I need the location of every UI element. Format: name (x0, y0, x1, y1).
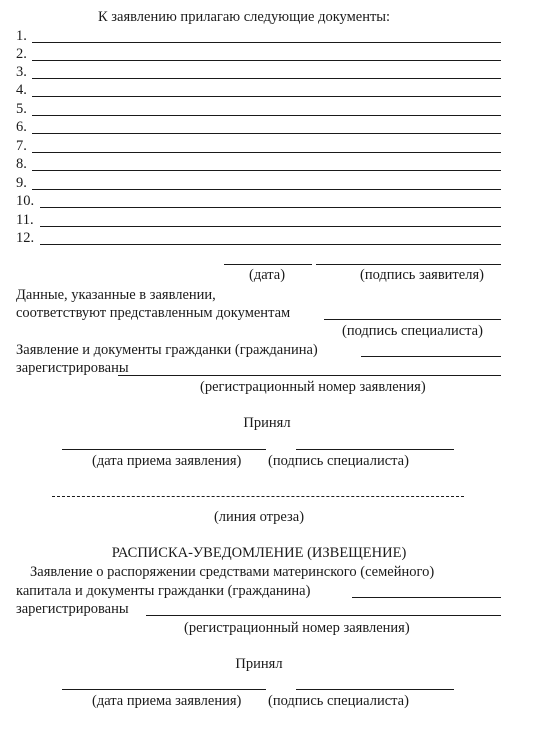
attachment-line[interactable] (32, 42, 501, 43)
receipt-citizen-name-field[interactable] (352, 597, 501, 598)
attachment-number: 12. (16, 230, 35, 246)
attachment-line[interactable] (40, 207, 501, 208)
attachment-number: 1. (16, 28, 27, 44)
attachment-line[interactable] (32, 152, 501, 153)
attachment-number: 8. (16, 156, 27, 172)
acceptance-signature-caption: (подпись специалиста) (268, 453, 409, 469)
attachment-number: 2. (16, 46, 27, 62)
citizen-name-field[interactable] (361, 356, 501, 357)
registration-number-field[interactable] (118, 375, 501, 376)
attachment-line[interactable] (40, 226, 501, 227)
receipt-acceptance-date-caption: (дата приема заявления) (92, 693, 242, 709)
attachment-number: 10. (16, 193, 35, 209)
registration-text: Заявление и документы гражданки (гражданина) (16, 342, 318, 358)
verification-text: Данные, указанные в заявлении, (16, 287, 216, 303)
attachments-heading: К заявлению прилагаю следующие документы: (98, 9, 391, 25)
acceptance-date-caption: (дата приема заявления) (92, 453, 242, 469)
verification-text: соответствуют представленным документам (16, 305, 291, 321)
attachment-line[interactable] (32, 170, 501, 171)
attachment-line[interactable] (32, 96, 501, 97)
attachment-number: 9. (16, 175, 27, 191)
attachment-number: 11. (16, 212, 34, 228)
attachment-number: 3. (16, 64, 27, 80)
attachment-line[interactable] (32, 60, 501, 61)
specialist-signature-caption: (подпись специалиста) (342, 323, 483, 339)
acceptance-date-field[interactable] (62, 449, 266, 450)
applicant-signature-caption: (подпись заявителя) (360, 267, 484, 283)
receipt-text: капитала и документы гражданки (гражданина) (16, 583, 311, 599)
attachment-number: 7. (16, 138, 27, 154)
specialist-signature-field[interactable] (324, 319, 501, 320)
registration-text: зарегистрированы (16, 360, 129, 376)
receipt-acceptance-date-field[interactable] (62, 689, 266, 690)
attachment-line[interactable] (32, 115, 501, 116)
date-caption: (дата) (249, 267, 286, 283)
receipt-text: Заявление о распоряжении средствами материнского (семейного) (30, 564, 435, 580)
attachment-number: 5. (16, 101, 27, 117)
cut-line (52, 496, 464, 497)
accepted-label: Принял (243, 415, 291, 431)
receipt-acceptance-signature-caption: (подпись специалиста) (268, 693, 409, 709)
applicant-signature-field[interactable] (316, 264, 501, 265)
receipt-registration-number-field[interactable] (146, 615, 501, 616)
registration-number-caption: (регистрационный номер заявления) (200, 379, 426, 395)
attachment-number: 6. (16, 119, 27, 135)
receipt-accepted-label: Принял (235, 656, 283, 672)
receipt-registration-number-caption: (регистрационный номер заявления) (184, 620, 410, 636)
attachment-line[interactable] (32, 78, 501, 79)
cut-line-caption: (линия отреза) (213, 509, 305, 525)
attachment-number: 4. (16, 82, 27, 98)
attachment-line[interactable] (32, 189, 501, 190)
attachment-line[interactable] (40, 244, 501, 245)
acceptance-signature-field[interactable] (296, 449, 454, 450)
receipt-text: зарегистрированы (16, 601, 129, 617)
date-field[interactable] (224, 264, 312, 265)
attachment-line[interactable] (32, 133, 501, 134)
receipt-acceptance-signature-field[interactable] (296, 689, 454, 690)
receipt-title: РАСПИСКА-УВЕДОМЛЕНИЕ (ИЗВЕЩЕНИЕ) (111, 545, 407, 561)
